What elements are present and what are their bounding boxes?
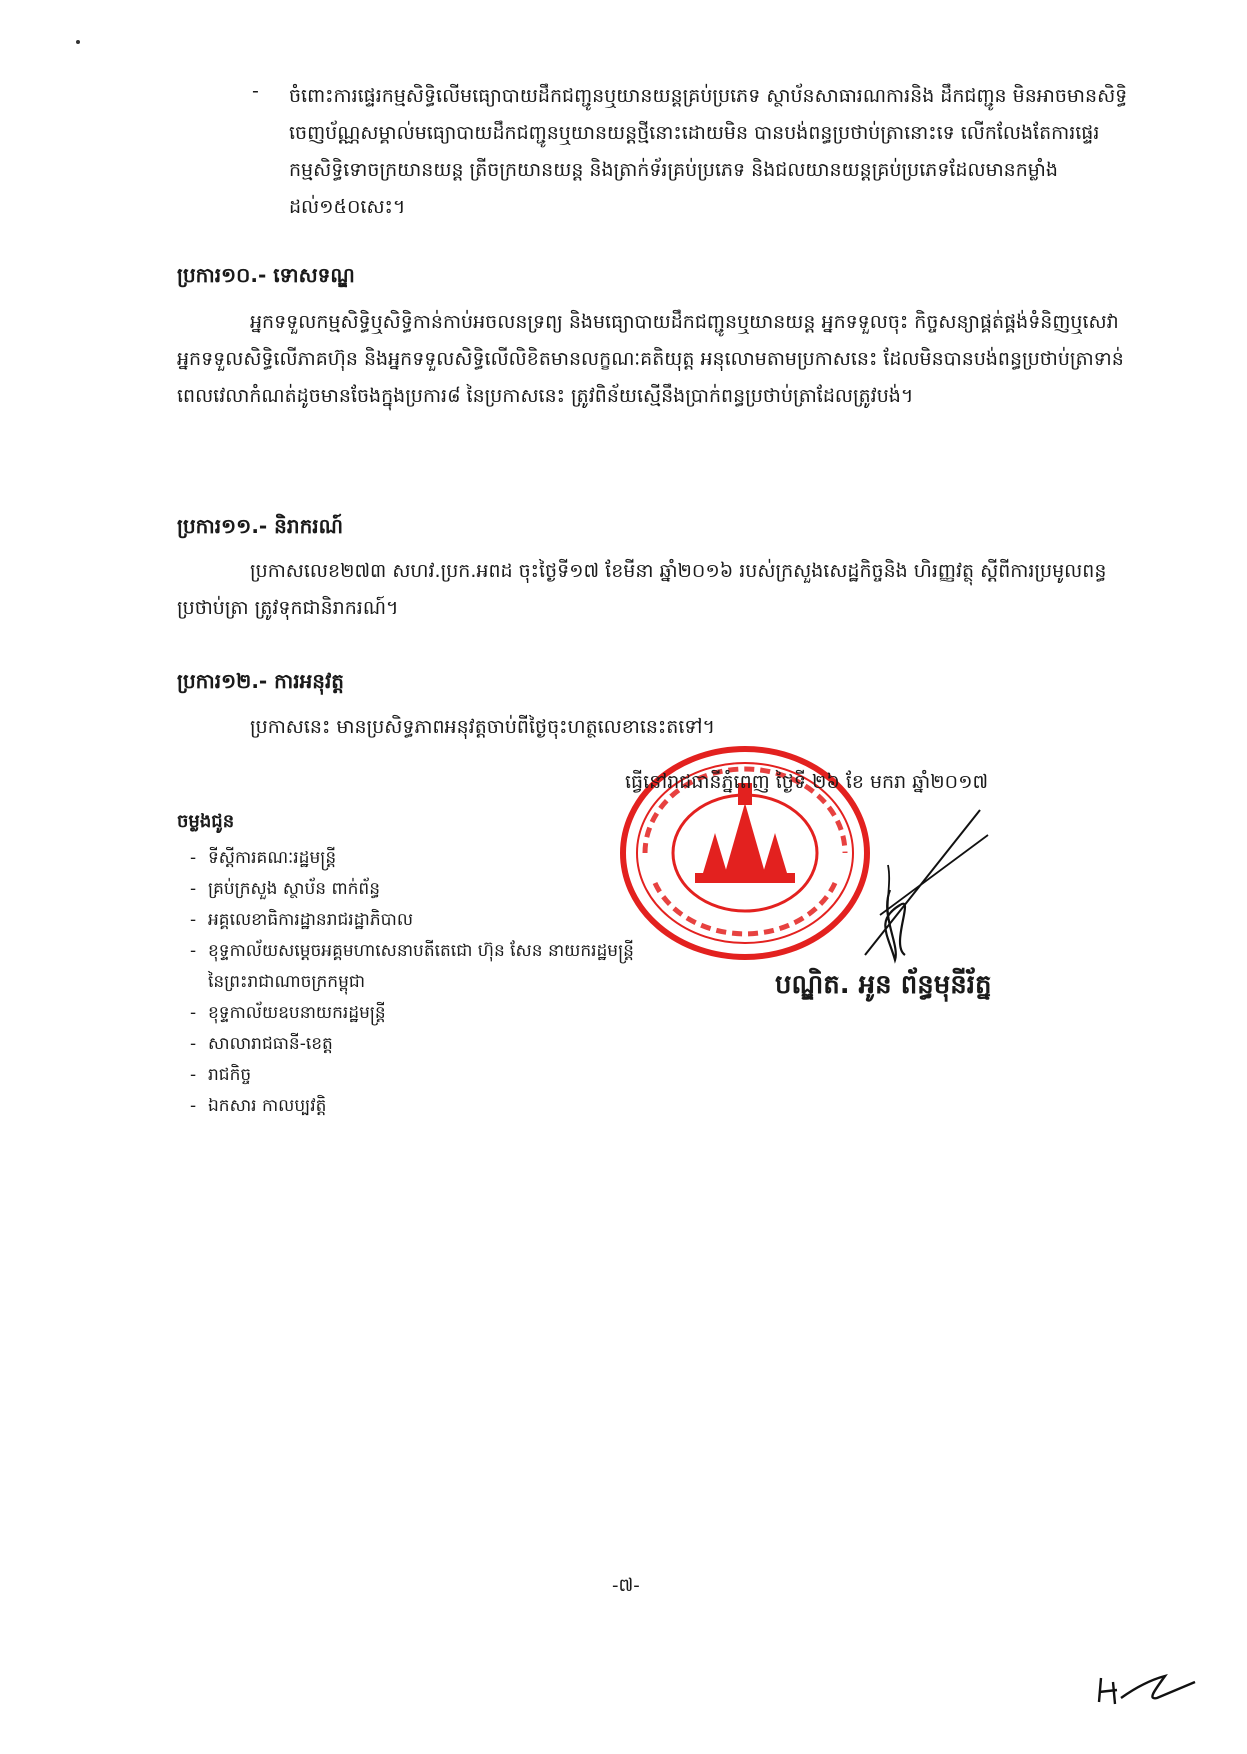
article-10-body: អ្នកទទួលកម្មសិទ្ធិឬសិទ្ធិកាន់កាប់អចលនទ្រព្យ និងមធ្យោបាយដឹកជញ្ជូនឬយានយន្ត អ្នកទទួលចុះ កិច្ចសន្យាផ្គត់ផ្គង់ទំនិញឬសេវា អ្នកទទួលសិទ្ធិលើភាគហ៊ុន និងអ្នកទទួលសិទ្ធិលើលិខិតមានលក្ខណៈគតិយុត្ត អនុលោមតាមប្រកាសនេះ ដែលមិនបានបង់ពន្ធប្រថាប់ត្រាទាន់ពេលវេលាកំណត់ដូចមានចែងក្នុងប្រការ៨ នៃប្រកាសនេះ ត្រូវពិន័យស្មើនឹងប្រាក់ពន្ធប្រថាប់ត្រាដែលត្រូវបង់។ [177,311,1124,407]
cc-item: - សាលារាជធានី-ខេត្ត [190,1029,640,1060]
initials-icon [1095,1668,1205,1713]
signer-name: បណ្ឌិត. អូន ព័ន្ធមុនីរ័ត្ន [775,970,992,1000]
cc-item: - គ្រប់ក្រសួង ស្ថាប័ន ពាក់ព័ន្ធ [190,874,640,905]
scan-speck [76,40,80,44]
cc-title: ចម្លងជូន [177,811,235,832]
cc-item: - ខុទ្ទកាល័យឧបនាយករដ្ឋមន្ត្រី [190,998,640,1029]
bullet-paragraph: ចំពោះការផ្ទេរកម្មសិទ្ធិលើមធ្យោបាយដឹកជញ្ជូនឬយានយន្តគ្រប់ប្រភេទ ស្ថាប័នសាធារណការនិង ដឹកជញ្ជូន មិនអាចមានសិទ្ធិចេញប័ណ្ណសម្គាល់មធ្យោបាយដឹកជញ្ជូនឬយានយន្តថ្មីនោះដោយមិន បានបង់ពន្ធប្រថាប់ត្រានោះទេ លើកលែងតែការផ្ទេរកម្មសិទ្ធិទោចក្រយានយន្ត ត្រីចក្រយានយន្ត និងត្រាក់ទ័រគ្រប់ប្រភេទ និងជលយានយន្តគ្រប់ប្រភេទដែលមានកម្លាំងដល់១៥០សេះ។ [289,85,1128,218]
cc-list [190,843,640,1122]
cc-item: - រាជកិច្ច [190,1060,640,1091]
bullet-dash: - [252,80,259,102]
cc-item: - ទីស្តីការគណៈរដ្ឋមន្ត្រី [190,843,640,874]
article-11-body: ប្រកាសលេខ២៧៣ សហវ.ប្រក.អពដ ចុះថ្ងៃទី១៧ ខែមីនា ឆ្នាំ២០១៦ របស់ក្រសួងសេដ្ឋកិច្ចនិង ហិរញ្ញវត្ថុ ស្តីពីការប្រមូលពន្ធប្រថាប់ត្រា ត្រូវទុកជានិរាករណ៍។ [177,560,1107,619]
page-number: -៧- [612,1575,640,1596]
article-12-heading: ប្រការ១២.- ការអនុវត្ត [177,669,345,693]
article-12-body: ប្រកាសនេះ មានប្រសិទ្ធភាពអនុវត្តចាប់ពីថ្ងៃចុះហត្ថលេខានេះតទៅ។ [250,716,715,738]
cc-item: - ឯកសារ កាលប្បវត្តិ [190,1091,640,1122]
article-10-heading: ប្រការ១០.- ទោសទណ្ឌ [177,263,355,287]
cc-item: - ខុទ្ទកាល័យសម្តេចអគ្គមហាសេនាបតីតេជោ ហ៊ុន សែន នាយករដ្ឋមន្ត្រី នៃព្រះរាជាណាចក្រកម្ពុជា [190,936,640,998]
signature-icon [860,795,990,965]
date-line: ធ្វើនៅរាជធានីភ្នំពេញ ថ្ងៃទី ២៦ ខែ មករា ឆ្នាំ២០១៧ [625,771,989,793]
article-11-heading: ប្រការ១១.- និរាករណ៍ [177,514,344,538]
cc-item: - អគ្គលេខាធិការដ្ឋានរាជរដ្ឋាភិបាល [190,905,640,936]
